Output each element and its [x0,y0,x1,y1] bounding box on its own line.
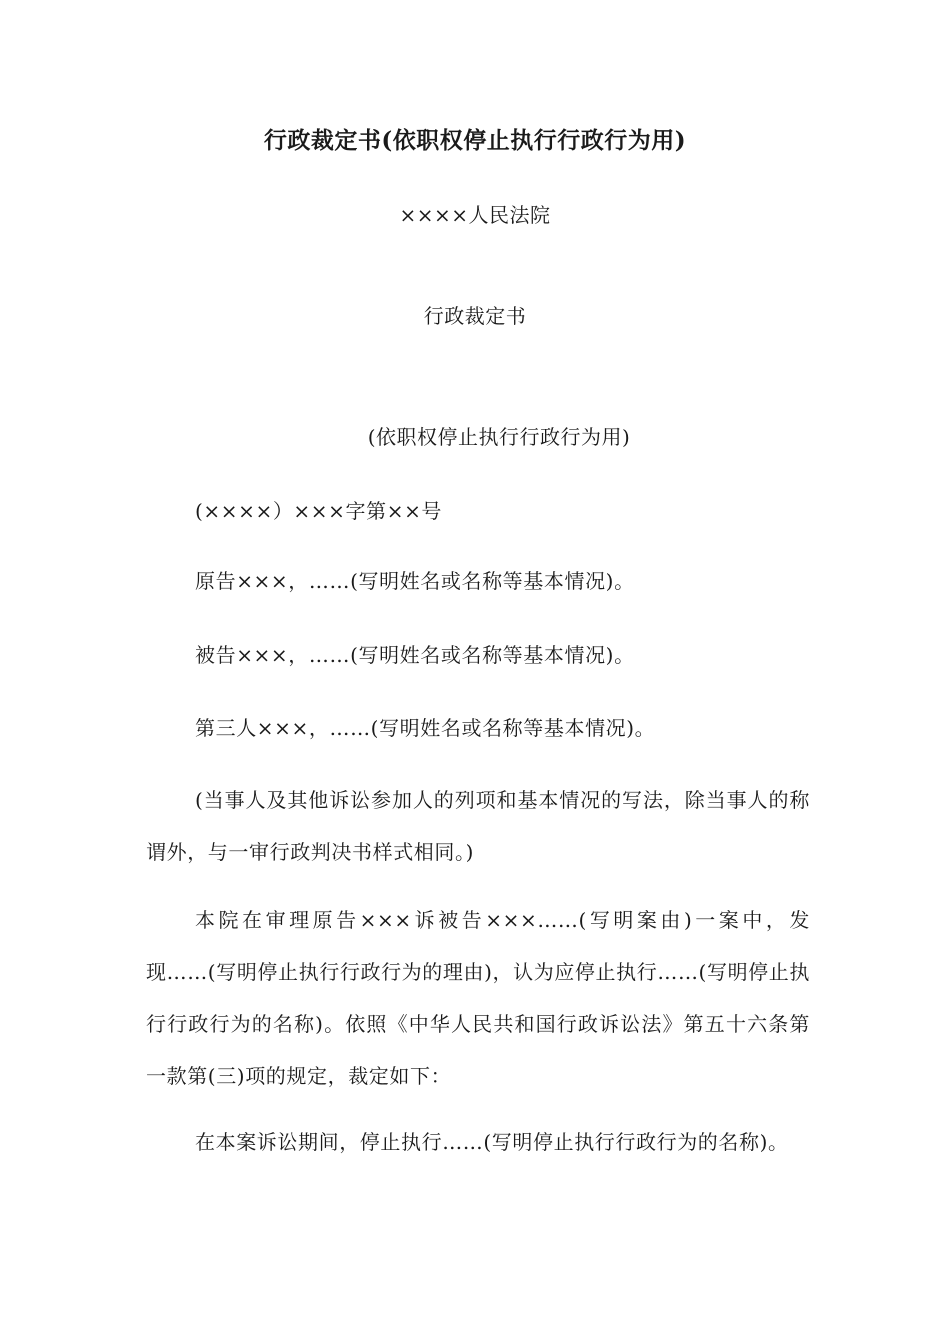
ruling-paragraph: 在本案诉讼期间，停止执行……(写明停止执行行政行为的名称)。 [195,1130,789,1154]
document-title: 行政裁定书(依职权停止执行行政行为用) [263,127,687,154]
defendant-info: 被告×××，……(写明姓名或名称等基本情况)。 [195,643,635,667]
plaintiff-info: 原告×××，……(写明姓名或名称等基本情况)。 [195,569,635,593]
third-party-info: 第三人×××，……(写明姓名或名称等基本情况)。 [195,716,656,740]
court-name: ××××人民法院 [399,203,551,227]
party-format-note: (当事人及其他诉讼参加人的列项和基本情况的写法，除当事人的称谓外，与一审行政判决书样式相同。) [146,788,810,864]
document-subtitle: (依职权停止执行行政行为用) [367,425,631,449]
reasoning-paragraph: 本院在审理原告×××诉被告×××……(写明案由)一案中，发现……(写明停止执行行政行为的理由)，认为应停止执行……(写明停止执行行政行为的名称)。依照《中华人民共和国行政诉讼法》第五十六条第一款第(三)项的规定，裁定如下： [146,908,810,1088]
document-type: 行政裁定书 [423,304,527,328]
case-number: (××××）×××字第××号 [195,499,443,523]
